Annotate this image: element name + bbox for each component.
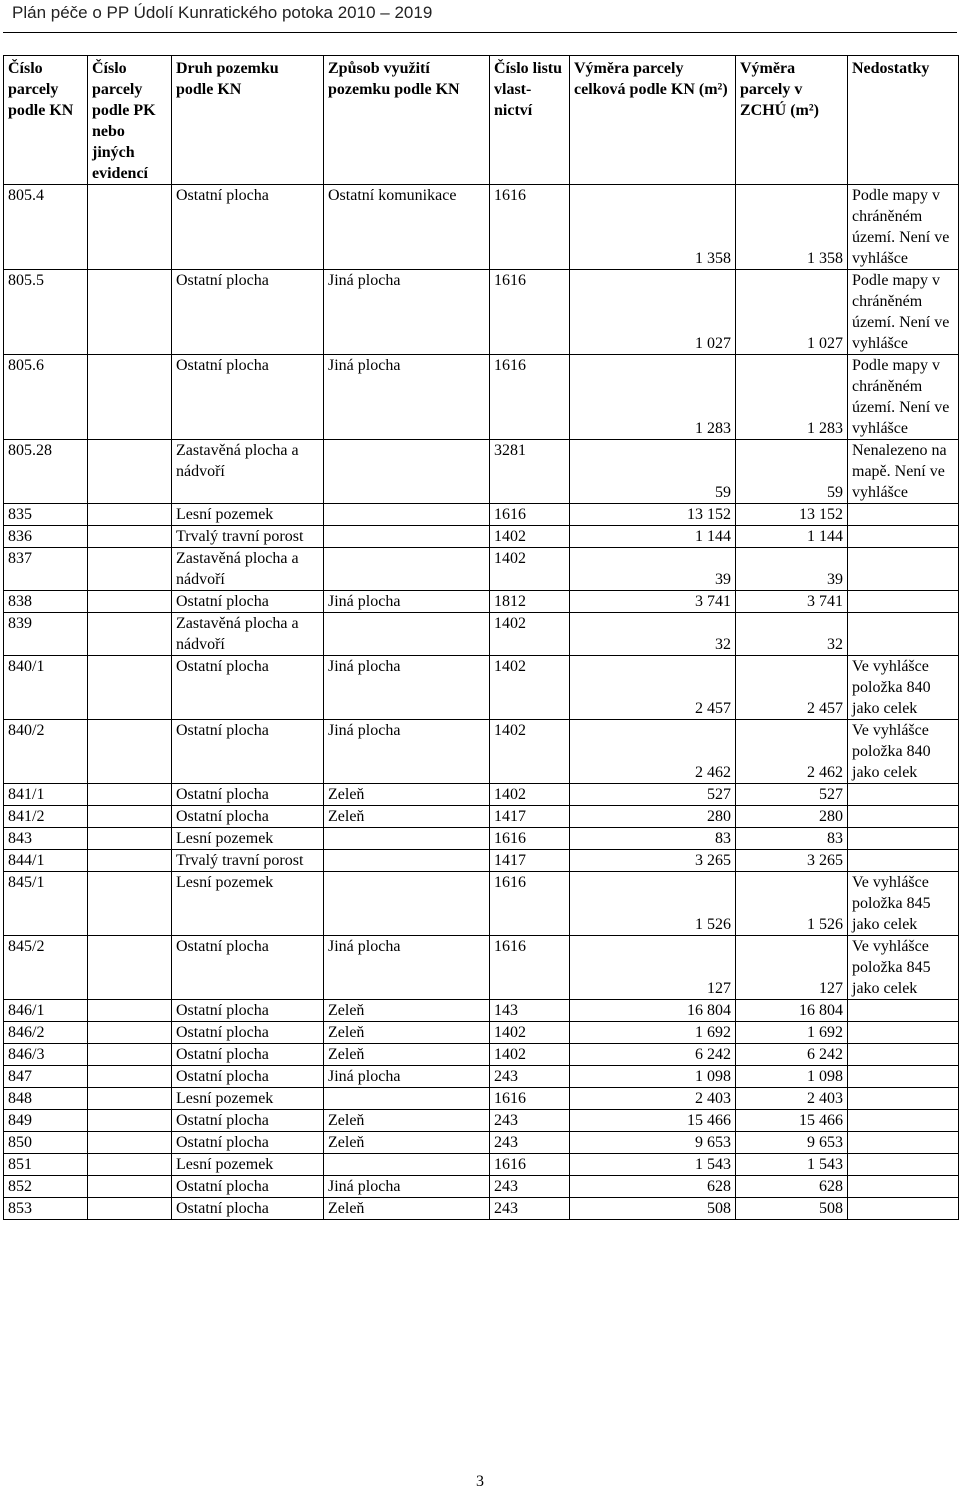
cell-pk xyxy=(88,850,172,872)
cell-vyuziti: Zeleň xyxy=(324,806,490,828)
cell-pk xyxy=(88,548,172,591)
cell-nedostatky xyxy=(848,1044,959,1066)
cell-zchu: 13 152 xyxy=(736,504,848,526)
cell-pk xyxy=(88,355,172,440)
cell-druh: Ostatní plocha xyxy=(172,806,324,828)
cell-lv: 1402 xyxy=(490,720,570,784)
table-row xyxy=(4,1198,959,1220)
cell-vyuziti: Jiná plocha xyxy=(324,720,490,784)
cell-nedostatky: Ve vyhlášce položka 840 jako celek xyxy=(848,720,959,784)
cell-druh: Ostatní plocha xyxy=(172,656,324,720)
cell-kn: 838 xyxy=(4,591,88,613)
cell-vyuziti xyxy=(324,440,490,504)
cell-druh: Ostatní plocha xyxy=(172,355,324,440)
cell-pk xyxy=(88,806,172,828)
cell-druh: Zastavěná plocha a nádvoří xyxy=(172,548,324,591)
cell-vyuziti: Jiná plocha xyxy=(324,656,490,720)
cell-druh: Ostatní plocha xyxy=(172,1198,324,1220)
cell-celkova: 1 358 xyxy=(570,185,736,270)
cell-zchu: 508 xyxy=(736,1198,848,1220)
table-row xyxy=(4,591,959,613)
cell-kn: 844/1 xyxy=(4,850,88,872)
cell-vyuziti: Zeleň xyxy=(324,1000,490,1022)
cell-zchu: 1 098 xyxy=(736,1066,848,1088)
table-row xyxy=(4,1110,959,1132)
cell-celkova: 15 466 xyxy=(570,1110,736,1132)
table-row xyxy=(4,504,959,526)
table-row xyxy=(4,872,959,936)
cell-pk xyxy=(88,1176,172,1198)
cell-pk xyxy=(88,270,172,355)
cell-lv: 143 xyxy=(490,1000,570,1022)
cell-vyuziti: Jiná plocha xyxy=(324,591,490,613)
cell-zchu: 2 403 xyxy=(736,1088,848,1110)
cell-vyuziti xyxy=(324,828,490,850)
cell-celkova: 280 xyxy=(570,806,736,828)
cell-lv: 1616 xyxy=(490,504,570,526)
cell-kn: 845/2 xyxy=(4,936,88,1000)
cell-druh: Lesní pozemek xyxy=(172,872,324,936)
cell-kn: 846/1 xyxy=(4,1000,88,1022)
cell-nedostatky xyxy=(848,1198,959,1220)
cell-kn: 843 xyxy=(4,828,88,850)
cell-vyuziti: Jiná plocha xyxy=(324,1066,490,1088)
cell-lv: 1417 xyxy=(490,806,570,828)
table-row xyxy=(4,1066,959,1088)
table-row xyxy=(4,270,959,355)
cell-celkova: 6 242 xyxy=(570,1044,736,1066)
cell-zchu: 527 xyxy=(736,784,848,806)
cell-lv: 1402 xyxy=(490,1044,570,1066)
cell-celkova: 9 653 xyxy=(570,1132,736,1154)
cell-pk xyxy=(88,591,172,613)
header-kn: Číslo parcely podle KN xyxy=(4,56,88,185)
cell-druh: Ostatní plocha xyxy=(172,936,324,1000)
cell-zchu: 59 xyxy=(736,440,848,504)
cell-nedostatky xyxy=(848,504,959,526)
cell-zchu: 1 543 xyxy=(736,1154,848,1176)
cell-celkova: 32 xyxy=(570,613,736,656)
cell-kn: 847 xyxy=(4,1066,88,1088)
cell-lv: 243 xyxy=(490,1176,570,1198)
cell-celkova: 2 462 xyxy=(570,720,736,784)
cell-zchu: 39 xyxy=(736,548,848,591)
header-lv: Číslo listu vlast-nictví xyxy=(490,56,570,185)
cell-vyuziti: Zeleň xyxy=(324,1198,490,1220)
table-row xyxy=(4,526,959,548)
cell-pk xyxy=(88,1044,172,1066)
cell-kn: 848 xyxy=(4,1088,88,1110)
cell-druh: Ostatní plocha xyxy=(172,1044,324,1066)
page-header-title: Plán péče o PP Údolí Kunratického potoka 2010 – 2019 xyxy=(12,3,433,22)
cell-kn: 805.6 xyxy=(4,355,88,440)
page-number: 3 xyxy=(476,1473,484,1490)
cell-zchu: 1 692 xyxy=(736,1022,848,1044)
cell-celkova: 2 457 xyxy=(570,656,736,720)
table-row xyxy=(4,440,959,504)
cell-pk xyxy=(88,656,172,720)
header-pk: Číslo parcely podle PK nebo jiných evidencí xyxy=(88,56,172,185)
cell-lv: 243 xyxy=(490,1198,570,1220)
cell-nedostatky xyxy=(848,613,959,656)
cell-zchu: 3 265 xyxy=(736,850,848,872)
table-row xyxy=(4,656,959,720)
cell-druh: Trvalý travní porost xyxy=(172,526,324,548)
cell-kn: 805.4 xyxy=(4,185,88,270)
table-row xyxy=(4,828,959,850)
header-druh: Druh pozemku podle KN xyxy=(172,56,324,185)
cell-celkova: 1 543 xyxy=(570,1154,736,1176)
cell-lv: 1402 xyxy=(490,656,570,720)
cell-zchu: 32 xyxy=(736,613,848,656)
cell-druh: Ostatní plocha xyxy=(172,720,324,784)
cell-lv: 1616 xyxy=(490,1088,570,1110)
cell-vyuziti: Jiná plocha xyxy=(324,1176,490,1198)
cell-pk xyxy=(88,784,172,806)
cell-kn: 805.28 xyxy=(4,440,88,504)
cell-lv: 1402 xyxy=(490,1022,570,1044)
cell-lv: 243 xyxy=(490,1066,570,1088)
cell-vyuziti: Jiná plocha xyxy=(324,936,490,1000)
cell-vyuziti: Jiná plocha xyxy=(324,270,490,355)
cell-pk xyxy=(88,185,172,270)
cell-nedostatky xyxy=(848,828,959,850)
table-row xyxy=(4,1088,959,1110)
cell-nedostatky: Podle mapy v chráněném území. Není ve vyhlášce xyxy=(848,185,959,270)
table-row xyxy=(4,936,959,1000)
cell-nedostatky xyxy=(848,850,959,872)
cell-druh: Ostatní plocha xyxy=(172,784,324,806)
cell-nedostatky xyxy=(848,784,959,806)
cell-zchu: 1 358 xyxy=(736,185,848,270)
cell-nedostatky: Nenalezeno na mapě. Není ve vyhlášce xyxy=(848,440,959,504)
cell-pk xyxy=(88,1110,172,1132)
cell-zchu: 1 283 xyxy=(736,355,848,440)
cell-lv: 1616 xyxy=(490,355,570,440)
cell-nedostatky xyxy=(848,591,959,613)
cell-druh: Trvalý travní porost xyxy=(172,850,324,872)
cell-druh: Zastavěná plocha a nádvoří xyxy=(172,613,324,656)
cell-zchu: 3 741 xyxy=(736,591,848,613)
cell-vyuziti xyxy=(324,850,490,872)
cell-zchu: 16 804 xyxy=(736,1000,848,1022)
table-row xyxy=(4,355,959,440)
cell-zchu: 2 457 xyxy=(736,656,848,720)
cell-druh: Lesní pozemek xyxy=(172,504,324,526)
cell-celkova: 2 403 xyxy=(570,1088,736,1110)
cell-lv: 1616 xyxy=(490,185,570,270)
cell-pk xyxy=(88,1088,172,1110)
cell-pk xyxy=(88,440,172,504)
table-row xyxy=(4,613,959,656)
cell-vyuziti xyxy=(324,872,490,936)
header-divider xyxy=(3,32,957,33)
cell-celkova: 16 804 xyxy=(570,1000,736,1022)
cell-vyuziti: Zeleň xyxy=(324,1044,490,1066)
table-row xyxy=(4,185,959,270)
cell-vyuziti xyxy=(324,1088,490,1110)
table-row xyxy=(4,1132,959,1154)
table-row xyxy=(4,548,959,591)
cell-lv: 1402 xyxy=(490,548,570,591)
cell-nedostatky: Ve vyhlášce položka 845 jako celek xyxy=(848,872,959,936)
cell-nedostatky xyxy=(848,1132,959,1154)
cell-druh: Ostatní plocha xyxy=(172,1066,324,1088)
cell-kn: 839 xyxy=(4,613,88,656)
parcel-table xyxy=(3,55,959,1220)
cell-kn: 836 xyxy=(4,526,88,548)
cell-lv: 1616 xyxy=(490,1154,570,1176)
cell-vyuziti xyxy=(324,613,490,656)
cell-pk xyxy=(88,1000,172,1022)
cell-druh: Ostatní plocha xyxy=(172,1000,324,1022)
cell-kn: 805.5 xyxy=(4,270,88,355)
cell-nedostatky xyxy=(848,1176,959,1198)
table-body xyxy=(4,185,959,1220)
cell-celkova: 59 xyxy=(570,440,736,504)
cell-vyuziti: Zeleň xyxy=(324,1022,490,1044)
cell-vyuziti xyxy=(324,1154,490,1176)
cell-pk xyxy=(88,1066,172,1088)
cell-nedostatky xyxy=(848,1154,959,1176)
cell-pk xyxy=(88,504,172,526)
cell-vyuziti xyxy=(324,526,490,548)
cell-vyuziti xyxy=(324,504,490,526)
cell-celkova: 628 xyxy=(570,1176,736,1198)
cell-zchu: 2 462 xyxy=(736,720,848,784)
cell-nedostatky xyxy=(848,1110,959,1132)
cell-druh: Zastavěná plocha a nádvoří xyxy=(172,440,324,504)
cell-vyuziti: Ostatní komunikace xyxy=(324,185,490,270)
cell-nedostatky: Ve vyhlášce položka 840 jako celek xyxy=(848,656,959,720)
table-row xyxy=(4,1176,959,1198)
cell-druh: Lesní pozemek xyxy=(172,1088,324,1110)
cell-kn: 840/2 xyxy=(4,720,88,784)
cell-pk xyxy=(88,872,172,936)
cell-lv: 1616 xyxy=(490,270,570,355)
cell-lv: 243 xyxy=(490,1132,570,1154)
table-row xyxy=(4,784,959,806)
cell-celkova: 508 xyxy=(570,1198,736,1220)
cell-celkova: 3 265 xyxy=(570,850,736,872)
cell-druh: Ostatní plocha xyxy=(172,270,324,355)
cell-druh: Ostatní plocha xyxy=(172,1022,324,1044)
cell-zchu: 6 242 xyxy=(736,1044,848,1066)
cell-nedostatky xyxy=(848,1066,959,1088)
cell-kn: 852 xyxy=(4,1176,88,1198)
cell-druh: Ostatní plocha xyxy=(172,1176,324,1198)
cell-druh: Ostatní plocha xyxy=(172,1132,324,1154)
cell-zchu: 1 027 xyxy=(736,270,848,355)
table-row xyxy=(4,850,959,872)
cell-nedostatky: Podle mapy v chráněném území. Není ve vyhlášce xyxy=(848,270,959,355)
cell-lv: 1402 xyxy=(490,613,570,656)
cell-lv: 1402 xyxy=(490,526,570,548)
header-zchu: Výměra parcely v ZCHÚ (m²) xyxy=(736,56,848,185)
cell-druh: Lesní pozemek xyxy=(172,1154,324,1176)
cell-kn: 846/3 xyxy=(4,1044,88,1066)
cell-celkova: 527 xyxy=(570,784,736,806)
cell-pk xyxy=(88,1132,172,1154)
cell-kn: 841/2 xyxy=(4,806,88,828)
cell-kn: 850 xyxy=(4,1132,88,1154)
cell-zchu: 127 xyxy=(736,936,848,1000)
cell-celkova: 1 098 xyxy=(570,1066,736,1088)
cell-druh: Ostatní plocha xyxy=(172,591,324,613)
cell-kn: 853 xyxy=(4,1198,88,1220)
cell-druh: Ostatní plocha xyxy=(172,1110,324,1132)
cell-kn: 851 xyxy=(4,1154,88,1176)
cell-kn: 835 xyxy=(4,504,88,526)
cell-nedostatky xyxy=(848,526,959,548)
cell-celkova: 1 692 xyxy=(570,1022,736,1044)
cell-nedostatky xyxy=(848,548,959,591)
cell-vyuziti: Zeleň xyxy=(324,1110,490,1132)
cell-pk xyxy=(88,1154,172,1176)
cell-druh: Ostatní plocha xyxy=(172,185,324,270)
cell-lv: 1402 xyxy=(490,784,570,806)
cell-nedostatky xyxy=(848,1088,959,1110)
cell-nedostatky: Podle mapy v chráněném území. Není ve vyhlášce xyxy=(848,355,959,440)
cell-zchu: 15 466 xyxy=(736,1110,848,1132)
cell-lv: 1417 xyxy=(490,850,570,872)
cell-zchu: 628 xyxy=(736,1176,848,1198)
cell-zchu: 1 144 xyxy=(736,526,848,548)
cell-lv: 1812 xyxy=(490,591,570,613)
cell-vyuziti: Zeleň xyxy=(324,1132,490,1154)
cell-pk xyxy=(88,936,172,1000)
table-header-row xyxy=(4,56,959,185)
cell-vyuziti: Zeleň xyxy=(324,784,490,806)
cell-lv: 1616 xyxy=(490,872,570,936)
header-nedostatky: Nedostatky xyxy=(848,56,959,185)
header-vyuziti: Způsob využití pozemku podle KN xyxy=(324,56,490,185)
table-row xyxy=(4,1044,959,1066)
cell-celkova: 1 144 xyxy=(570,526,736,548)
cell-nedostatky: Ve vyhlášce položka 845 jako celek xyxy=(848,936,959,1000)
cell-zchu: 83 xyxy=(736,828,848,850)
cell-zchu: 9 653 xyxy=(736,1132,848,1154)
cell-nedostatky xyxy=(848,806,959,828)
cell-druh: Lesní pozemek xyxy=(172,828,324,850)
table-row xyxy=(4,806,959,828)
cell-kn: 845/1 xyxy=(4,872,88,936)
table-row xyxy=(4,720,959,784)
cell-vyuziti: Jiná plocha xyxy=(324,355,490,440)
cell-kn: 849 xyxy=(4,1110,88,1132)
cell-lv: 243 xyxy=(490,1110,570,1132)
cell-celkova: 13 152 xyxy=(570,504,736,526)
table-row xyxy=(4,1022,959,1044)
cell-celkova: 1 283 xyxy=(570,355,736,440)
cell-pk xyxy=(88,526,172,548)
cell-celkova: 3 741 xyxy=(570,591,736,613)
cell-celkova: 1 027 xyxy=(570,270,736,355)
cell-nedostatky xyxy=(848,1022,959,1044)
cell-lv: 3281 xyxy=(490,440,570,504)
cell-zchu: 1 526 xyxy=(736,872,848,936)
cell-pk xyxy=(88,828,172,850)
cell-pk xyxy=(88,1022,172,1044)
cell-nedostatky xyxy=(848,1000,959,1022)
cell-lv: 1616 xyxy=(490,828,570,850)
cell-zchu: 280 xyxy=(736,806,848,828)
table-row xyxy=(4,1000,959,1022)
cell-celkova: 127 xyxy=(570,936,736,1000)
cell-kn: 841/1 xyxy=(4,784,88,806)
cell-kn: 837 xyxy=(4,548,88,591)
cell-pk xyxy=(88,613,172,656)
cell-celkova: 83 xyxy=(570,828,736,850)
cell-celkova: 1 526 xyxy=(570,872,736,936)
cell-pk xyxy=(88,1198,172,1220)
cell-celkova: 39 xyxy=(570,548,736,591)
header-celkova: Výměra parcely celková podle KN (m²) xyxy=(570,56,736,185)
cell-pk xyxy=(88,720,172,784)
cell-kn: 846/2 xyxy=(4,1022,88,1044)
cell-kn: 840/1 xyxy=(4,656,88,720)
cell-lv: 1616 xyxy=(490,936,570,1000)
cell-vyuziti xyxy=(324,548,490,591)
table-row xyxy=(4,1154,959,1176)
